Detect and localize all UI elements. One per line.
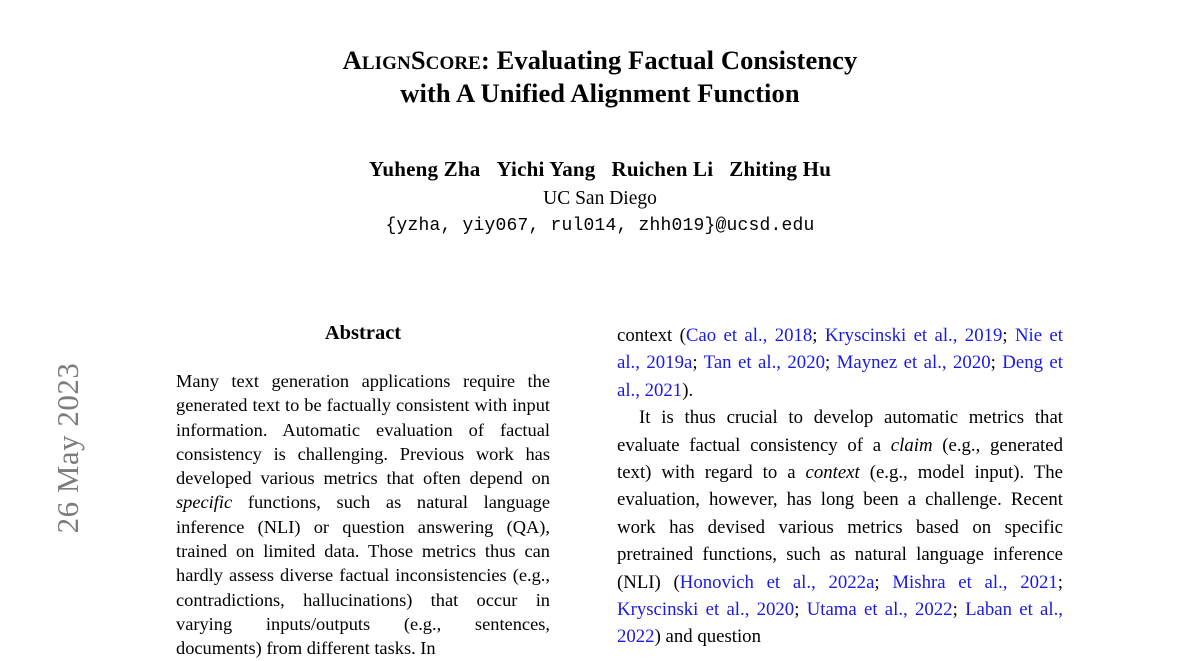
abstract-italic-specific: specific xyxy=(176,492,233,513)
right-paragraph-1: context (Cao et al., 2018; Kryscinski et al., 2019; Nie et al., 2019a; Tan et al., 2020; Maynez et al., 2020; Deng et al., 2021). xyxy=(617,325,1063,401)
para2-seg-4: ) and question xyxy=(654,626,761,648)
citation-link[interactable]: Tan et al., 2020 xyxy=(703,352,825,374)
author-emails: {yzha, yiy067, rul014, zhh019}@ucsd.edu xyxy=(385,216,815,236)
abstract-text-2: functions, such as natural language inference (NLI) or question answering (QA), trained on limited data. Those metrics thus can hardly assess diverse factual inconsistencies (e.g., contradictions, hallucinations) that occur in varying inputs/outputs (e.g., sentences, documents) from different tasks. In xyxy=(176,492,550,659)
page-title xyxy=(160,44,1040,110)
affiliation: UC San Diego xyxy=(543,188,657,209)
abstract-text-1: Many text generation applications require the generated text to be factually consistent with input information. Automatic evaluation of factual consistency is challenging. Previous work has developed various metrics that often depend on xyxy=(176,371,550,489)
citation-link[interactable]: Deng et al., 2021 xyxy=(617,352,1063,401)
abstract-body xyxy=(176,369,550,661)
title-line-1-rest: : Evaluating Factual Consistency xyxy=(480,45,858,75)
citation-link[interactable]: Kryscinski et al., 2020 xyxy=(617,599,795,621)
para2-seg-2: (e.g., generated text) with regard to a xyxy=(617,434,1063,484)
para2-italic-claim: claim xyxy=(890,434,933,456)
title-smallcaps: AlignScore xyxy=(342,45,481,75)
para2-italic-context: context xyxy=(805,462,860,484)
citation-link[interactable]: Honovich et al., 2022a xyxy=(679,571,875,593)
arxiv-date-stamp: 26 May 2023 xyxy=(50,362,85,534)
right-paragraph-2: It is thus crucial to develop automatic metrics that evaluate factual consistency of a claim (e.g., generated text) with regard to a context (e.g., model input). The evaluation, however, has long been a challenge. Recent work has devised various metrics based on specific pretrained functions, such as natural language inference (NLI) (Honovich et al., 2022a; Mishra et al., 2021; Kryscinski et al., 2020; Utama et al., 2022; Laban et al., 2022) and question xyxy=(617,407,1063,648)
para2-seg-3: (e.g., model input). The evaluation, however, has long been a challenge. Recent work has devised various metrics based on specific pretrained functions, such as natural language inference (NLI) ( xyxy=(617,462,1063,593)
citation-link[interactable]: Nie et al., 2019a xyxy=(617,325,1063,374)
para2-seg-1: It is thus crucial to develop automatic metrics that evaluate factual consistency of a xyxy=(617,407,1063,456)
citation-link[interactable]: Cao et al., 2018 xyxy=(685,325,813,346)
citation-link[interactable]: Utama et al., 2022 xyxy=(806,599,953,621)
right-column xyxy=(617,322,1063,651)
left-column xyxy=(176,322,550,661)
abstract-heading: Abstract xyxy=(324,322,402,344)
author-3: Ruichen Li xyxy=(611,157,714,181)
title-line-2: with A Unified Alignment Function xyxy=(400,78,800,108)
author-list xyxy=(160,157,1040,182)
citation-link[interactable]: Mishra et al., 2021 xyxy=(892,571,1058,593)
citation-link[interactable]: Kryscinski et al., 2019 xyxy=(824,325,1003,346)
citation-link[interactable]: Laban et al., 2022 xyxy=(617,599,1063,648)
para1-tail: ). xyxy=(682,379,694,401)
citation-link[interactable]: Maynez et al., 2020 xyxy=(836,352,991,374)
title-line-1 xyxy=(160,44,1040,77)
author-2: Yichi Yang xyxy=(496,157,596,181)
author-4: Zhiting Hu xyxy=(729,157,832,181)
para1-lead: context ( xyxy=(617,325,686,346)
author-1: Yuheng Zha xyxy=(368,157,481,181)
